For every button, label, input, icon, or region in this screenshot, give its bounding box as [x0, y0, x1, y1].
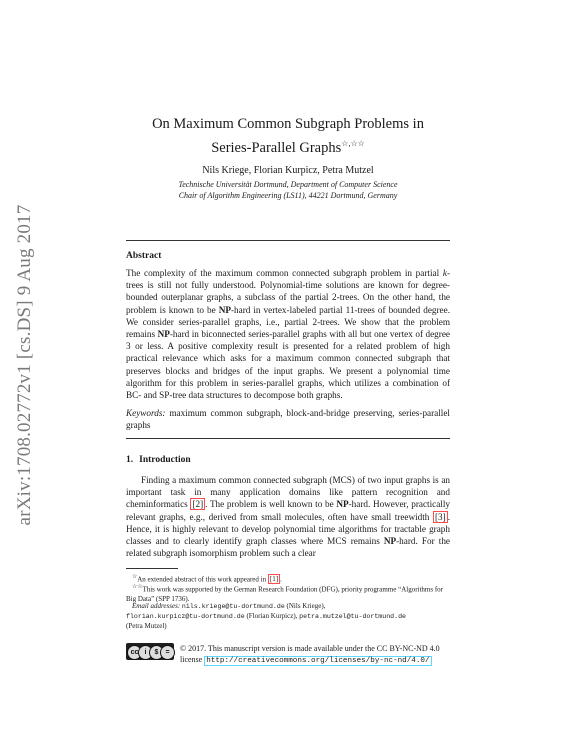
footnote-1-end: .	[280, 575, 282, 584]
abstract-top-rule	[126, 240, 450, 241]
abstract-bottom-rule	[126, 438, 450, 439]
intro-text-5: -hard. For the related subgraph isomorphism problem such a clear	[126, 536, 450, 559]
cc-icon: cc	[127, 645, 142, 660]
paper-title	[126, 115, 450, 158]
title-line-2	[126, 134, 450, 158]
abstract-text-2: -trees is still not fully understood. Polynomial-time solutions are known for degree-bounded outerplanar graphs, a subclass of the partial 2-trees. On the other hand, the problem is known to be	[126, 268, 450, 315]
footnote-1-text: An extended abstract of this work appeared in	[137, 575, 268, 584]
nc-icon: $	[149, 645, 164, 660]
arxiv-identifier	[13, 200, 37, 530]
keywords-text: maximum common subgraph, block-and-bridge preserving, series-parallel graphs	[126, 408, 450, 431]
title-line-1: On Maximum Common Subgraph Problems in	[152, 116, 424, 132]
license-url-link[interactable]: http://creativecommons.org/licenses/by-nc-nd/4.0/	[206, 657, 430, 665]
intro-text-2: . The problem is well known to be	[205, 499, 337, 510]
email-3-name: (Petra Mutzel)	[126, 621, 167, 630]
authors: Nils Kriege, Florian Kurpicz, Petra Mutzel	[202, 165, 374, 176]
footnote-rule	[126, 568, 178, 569]
intro-text-3: -hard. However, practically relevant graphs, e.g., derived from small molecules, often have small treewidth	[126, 499, 450, 522]
abstract-np-2: NP	[157, 329, 170, 340]
email-link-2[interactable]: florian.kurpicz@tu-dortmund.de	[126, 612, 245, 620]
abstract-heading: Abstract	[126, 251, 162, 261]
citation-link-3[interactable]: [3]	[434, 511, 446, 522]
citation-link-2[interactable]: [2]	[192, 499, 204, 510]
email-link-3[interactable]: petra.mutzel@tu-dortmund.de	[299, 612, 406, 620]
intro-text-4: . Hence, it is highly relevant to develop polynomial time algorithms for tractable graph classes and to clearly identify graph classes where MCS remains	[126, 511, 450, 547]
keywords-label: Keywords:	[126, 408, 166, 418]
footnote-2-text: This work was supported by the German Research Foundation (DFG), priority programme “Algorithms for Big Data” (SPP 1736).	[126, 585, 444, 604]
intro-text-1: Finding a maximum common connected subgraph (MCS) of two input graphs is an important task in many application domains like pattern recognition and cheminformatics	[126, 475, 450, 510]
citation-link-1[interactable]: [1]	[269, 575, 279, 584]
abstract-text-4: -hard in biconnected series-parallel graphs with all but one vertex of degree 3 or less. A positive complexity result is presented for a related problem of high practical relevance which asks for a maximum common connected subgraph that preserves blocks and bridges of the input graphs. We present a polynomial time algorithm for this problem in series-parallel graphs, which utilizes a combination of BC- and SP-tree data structures to decompose both graphs.	[126, 329, 450, 401]
intro-np-1: NP	[336, 499, 349, 510]
cc-license-badge[interactable]	[126, 643, 174, 660]
abstract-body	[126, 267, 450, 401]
title-line-2-text: Series-Parallel Graphs	[211, 140, 342, 156]
license-notice	[180, 643, 452, 667]
email-1-name: (Nils Kriege),	[284, 602, 326, 610]
title-footnote-marks: ☆,☆☆	[341, 139, 365, 148]
section-title: Introduction	[139, 455, 191, 465]
email-addresses	[126, 602, 450, 631]
email-2-name: (Florian Kurpicz),	[244, 611, 300, 620]
footnote-2-mark: ☆☆	[132, 584, 143, 590]
nd-icon: =	[160, 645, 175, 660]
affiliation-line-2: Chair of Algorithm Engineering (LS11), 44221 Dortmund, Germany	[178, 191, 398, 200]
keywords	[126, 407, 450, 431]
email-label: Email addresses:	[132, 602, 181, 610]
license-text: © 2017. This manuscript version is made available under the CC BY-NC-ND 4.0 license	[180, 644, 440, 664]
arxiv-identifier-text: arXiv:1708.02772v1 [cs.DS] 9 Aug 2017	[14, 204, 35, 526]
abstract-text-3: -hard in vertex-labeled partial 11-trees of bounded degree. We consider series-parallel graphs, i.e., partial 2-trees. We show that the problem remains	[126, 304, 451, 340]
footnote-1-mark: ☆	[132, 574, 138, 580]
abstract-np-1: NP	[218, 304, 231, 315]
abstract-k: k	[442, 268, 447, 278]
email-link-1[interactable]: nils.kriege@tu-dortmund.de	[181, 603, 285, 610]
section-number: 1.	[126, 455, 134, 465]
abstract-text-1: The complexity of the maximum common connected subgraph problem in partial	[126, 268, 443, 278]
affiliation	[126, 179, 450, 201]
introduction-body	[126, 474, 450, 559]
affiliation-line-1: Technische Universität Dortmund, Department of Computer Science	[178, 180, 398, 189]
section-heading	[126, 455, 191, 465]
intro-np-2: NP	[383, 536, 397, 547]
by-icon: i	[138, 645, 153, 660]
